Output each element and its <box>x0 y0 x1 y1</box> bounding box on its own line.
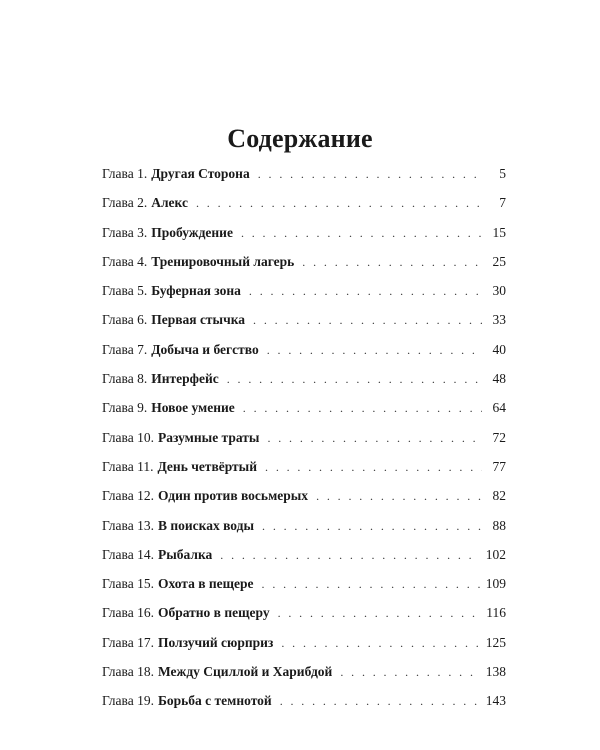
chapter-name: Алекс <box>151 195 188 211</box>
dot-leader <box>262 519 482 534</box>
chapter-prefix: Глава 19. <box>102 693 154 709</box>
chapter-prefix: Глава 1. <box>102 166 148 181</box>
chapter-prefix: Глава 12. <box>102 488 154 504</box>
page-number: 109 <box>485 576 506 592</box>
page-number: 88 <box>492 517 506 533</box>
chapter-name: Буферная зона <box>151 283 241 299</box>
toc-entry[interactable] <box>102 576 506 605</box>
toc-entry[interactable] <box>102 371 506 400</box>
chapter-prefix: Глава 8. <box>102 371 148 387</box>
page-number: 82 <box>492 488 506 504</box>
chapter-prefix: Глава 9. <box>102 400 148 416</box>
chapter-prefix: Глава 10. <box>102 429 154 445</box>
toc-entry[interactable] <box>102 547 506 576</box>
dot-leader <box>253 313 482 328</box>
dot-leader <box>220 548 479 563</box>
dot-leader <box>241 226 482 241</box>
page-number: 138 <box>485 664 506 680</box>
toc-entry[interactable] <box>102 430 506 459</box>
toc-entry[interactable] <box>102 518 506 547</box>
toc-entry[interactable] <box>102 693 506 722</box>
chapter-name: Борьба с темнотой <box>157 693 272 709</box>
toc-entry[interactable] <box>102 283 506 312</box>
dot-leader <box>280 694 480 709</box>
page-title: Содержание <box>227 124 373 153</box>
page-number: 33 <box>492 312 506 328</box>
page-number: 116 <box>486 605 506 621</box>
page-number: 15 <box>492 224 506 240</box>
chapter-name: Разумные траты <box>157 429 260 445</box>
page-number: 7 <box>499 195 506 211</box>
page-number: 48 <box>492 371 506 387</box>
dot-leader <box>267 431 482 446</box>
chapter-prefix: Глава 16. <box>102 605 154 621</box>
dot-leader <box>196 196 482 211</box>
chapter-name: Добыча и бегство <box>151 341 259 357</box>
dot-leader <box>281 636 479 651</box>
chapter-prefix: Глава 4. <box>102 253 148 269</box>
chapter-name: Ползучий сюрприз <box>157 634 274 650</box>
page-number: 25 <box>492 253 506 269</box>
toc-entry[interactable] <box>102 664 506 693</box>
toc-entry[interactable] <box>102 195 506 224</box>
chapter-prefix: Глава 15. <box>102 576 154 592</box>
dot-leader <box>243 401 482 416</box>
chapter-name: Новое умение <box>151 400 235 416</box>
dot-leader <box>227 372 482 387</box>
chapter-name: Обратно в пещеру <box>157 605 270 621</box>
chapter-name: Другая Сторона <box>151 166 250 181</box>
chapter-name: Один против восьмерых <box>157 488 309 504</box>
page-number: 30 <box>492 283 506 299</box>
toc-entry[interactable] <box>102 605 506 634</box>
toc-entry[interactable] <box>102 400 506 429</box>
chapter-prefix: Глава 6. <box>102 312 148 328</box>
dot-leader <box>267 343 482 358</box>
toc-entry[interactable] <box>102 342 506 371</box>
chapter-name: Охота в пещере <box>157 576 254 592</box>
chapter-prefix: Глава 13. <box>102 517 154 533</box>
chapter-prefix: Глава 17. <box>102 634 154 650</box>
chapter-prefix: Глава 5. <box>102 283 148 299</box>
dot-leader <box>258 167 482 182</box>
chapter-name: Рыбалка <box>157 546 213 562</box>
page-number: 40 <box>492 341 506 357</box>
toc-entry[interactable] <box>102 459 506 488</box>
page-number: 72 <box>492 429 506 445</box>
chapter-prefix: Глава 14. <box>102 546 154 562</box>
chapter-name: Тренировочный лагерь <box>151 253 295 269</box>
chapter-prefix: Глава 2. <box>102 195 148 211</box>
dot-leader <box>278 606 481 621</box>
page-number: 102 <box>485 546 506 562</box>
chapter-name: Пробуждение <box>151 224 233 240</box>
page-number: 125 <box>485 634 506 650</box>
dot-leader <box>265 460 482 475</box>
chapter-name: День четвёртый <box>157 458 258 474</box>
chapter-prefix: Глава 7. <box>102 341 148 357</box>
page-number: 143 <box>485 693 506 709</box>
dot-leader <box>302 255 482 270</box>
dot-leader <box>249 284 482 299</box>
chapter-name: В поисках воды <box>157 517 255 533</box>
toc-entry[interactable] <box>102 166 506 195</box>
chapter-name: Между Сциллой и Харибдой <box>157 664 333 680</box>
table-of-contents <box>102 166 506 723</box>
chapter-name: Первая стычка <box>151 312 246 328</box>
page-number: 5 <box>499 166 506 181</box>
dot-leader <box>316 489 482 504</box>
chapter-prefix: Глава 11. <box>102 458 154 474</box>
chapter-name: Интерфейс <box>151 371 219 387</box>
chapter-prefix: Глава 18. <box>102 664 154 680</box>
toc-entry[interactable] <box>102 488 506 517</box>
toc-entry[interactable] <box>102 225 506 254</box>
page-number: 77 <box>492 458 506 474</box>
toc-entry[interactable] <box>102 312 506 341</box>
chapter-prefix: Глава 3. <box>102 224 148 240</box>
dot-leader <box>262 577 480 592</box>
toc-entry[interactable] <box>102 254 506 283</box>
toc-entry[interactable] <box>102 635 506 664</box>
page-number: 64 <box>492 400 506 416</box>
dot-leader <box>340 665 479 680</box>
